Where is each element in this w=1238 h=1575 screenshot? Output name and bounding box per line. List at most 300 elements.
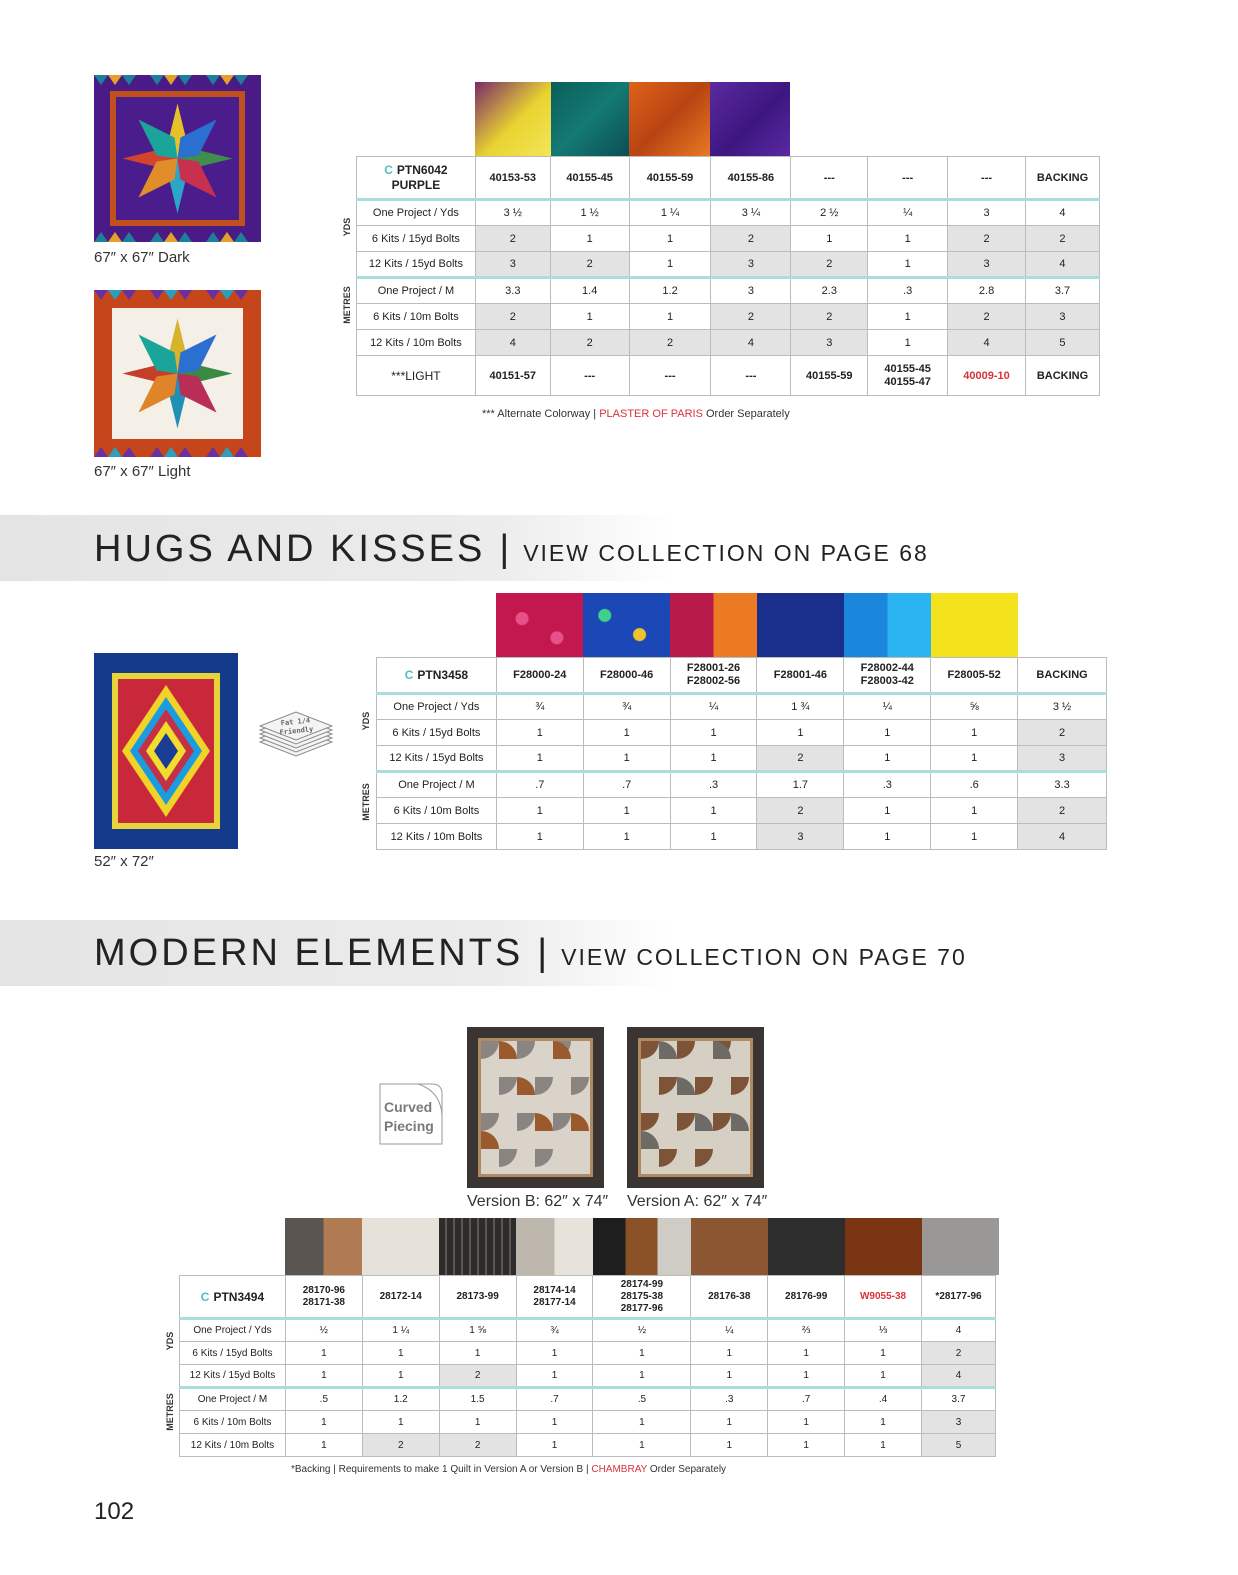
fabric-code: --- — [791, 157, 868, 200]
fabric-code: --- — [948, 157, 1026, 200]
table-cell: 1 ¼ — [629, 200, 711, 226]
row-label: 12 Kits / 15yd Bolts — [180, 1365, 286, 1388]
fabric-swatch — [844, 593, 931, 657]
side-label-yds: YDS — [361, 711, 371, 731]
fabric-code: 28172-14 — [362, 1276, 439, 1319]
fabric-code: BACKING — [1018, 658, 1107, 694]
fabric-code: --- — [711, 356, 791, 396]
table-cell: 2 — [791, 252, 868, 278]
hugs-quilt-caption: 52″ x 72″ — [94, 853, 154, 870]
fabric-code: 40155-59 — [629, 157, 711, 200]
table-cell: ⅝ — [931, 694, 1018, 720]
row-label: 12 Kits / 15yd Bolts — [357, 252, 476, 278]
brand-c-icon: C — [200, 1289, 210, 1304]
table-cell: 3 ¼ — [711, 200, 791, 226]
table-cell: 1 — [629, 304, 711, 330]
footnote-highlight: PLASTER OF PARIS — [599, 408, 703, 420]
table-cell: 3 — [1025, 304, 1099, 330]
fabric-code-line: 28170-96 — [302, 1284, 345, 1296]
table-cell: 1 — [550, 304, 629, 330]
table-cell: 5 — [1025, 330, 1099, 356]
fabric-code: BACKING — [1025, 157, 1099, 200]
fabric-swatch — [439, 1218, 516, 1275]
star-footnote — [482, 408, 790, 420]
table-cell: .3 — [868, 278, 948, 304]
table-cell: 1 — [844, 824, 931, 850]
table-cell: 3 — [475, 252, 550, 278]
table-cell: 4 — [1025, 252, 1099, 278]
table-cell: 1 — [516, 1342, 593, 1365]
curved-piecing-badge — [378, 1082, 444, 1146]
table-cell: ¾ — [516, 1319, 593, 1342]
table-row — [377, 772, 1107, 798]
alternate-colorway-label: ***LIGHT — [357, 356, 476, 396]
table-header-row — [377, 658, 1107, 694]
table-cell: 2 ½ — [791, 200, 868, 226]
table-cell: 1 — [362, 1342, 439, 1365]
table-cell: 1 — [439, 1411, 516, 1434]
table-cell: 1 — [757, 720, 844, 746]
badge-line: Friendly — [279, 725, 314, 737]
table-cell: ¼ — [868, 200, 948, 226]
table-cell: 2 — [922, 1342, 996, 1365]
table-cell: 1 — [691, 1434, 768, 1457]
table-cell: 1 — [516, 1434, 593, 1457]
fabric-code: F28005-52 — [931, 658, 1018, 694]
fabric-code: 40153-53 — [475, 157, 550, 200]
table-cell: 1 ¼ — [362, 1319, 439, 1342]
table-cell: 2 — [948, 304, 1026, 330]
table-cell: .5 — [593, 1388, 691, 1411]
table-cell: 4 — [922, 1319, 996, 1342]
table-cell: 1 — [516, 1365, 593, 1388]
fabric-code: 40151-57 — [475, 356, 550, 396]
table-cell: ¼ — [670, 694, 757, 720]
table-cell: 2 — [550, 330, 629, 356]
fat-quarter-badge — [256, 706, 336, 766]
table-cell: 1 — [691, 1342, 768, 1365]
table-cell: 1 — [516, 1411, 593, 1434]
table-cell: 1 — [439, 1342, 516, 1365]
table-cell: 1 — [931, 824, 1018, 850]
quilt-light-image — [94, 290, 261, 457]
fabric-code-line: F28001-26 — [686, 662, 741, 674]
table-row — [377, 798, 1107, 824]
row-label: 6 Kits / 10m Bolts — [180, 1411, 286, 1434]
fabric-code: 28176-99 — [768, 1276, 845, 1319]
table-cell: 3 — [711, 278, 791, 304]
curved-piecing-text — [384, 1098, 434, 1136]
fabric-swatch — [845, 1218, 922, 1275]
table-header-row — [357, 157, 1100, 200]
table-header-row — [180, 1276, 996, 1319]
table-cell: ¾ — [583, 694, 670, 720]
table-cell: 1 — [593, 1434, 691, 1457]
star-yardage-table — [356, 156, 1100, 396]
table-cell: 2 — [757, 746, 844, 772]
table-cell: 3.3 — [1018, 772, 1107, 798]
badge-line: Curved — [384, 1099, 433, 1115]
fabric-code: F28000-46 — [583, 658, 670, 694]
fabric-code-line: 28175-38 — [620, 1290, 664, 1302]
row-label: 6 Kits / 15yd Bolts — [377, 720, 497, 746]
side-label-metres: METRES — [361, 783, 371, 821]
table-cell: 1 — [691, 1365, 768, 1388]
table-cell: 2 — [550, 252, 629, 278]
fabric-swatch — [931, 593, 1018, 657]
fabric-swatch — [757, 593, 844, 657]
table-cell: 1.7 — [757, 772, 844, 798]
footnote-highlight: CHAMBRAY — [591, 1464, 648, 1475]
table-row — [180, 1342, 996, 1365]
section-divider: | — [537, 932, 548, 974]
table-cell: 1 — [670, 824, 757, 850]
table-cell: 2 — [439, 1434, 516, 1457]
table-cell: 1 — [931, 746, 1018, 772]
table-row — [180, 1319, 996, 1342]
fabric-swatch — [475, 82, 551, 156]
fabric-code-line: F28002-44 — [860, 662, 914, 674]
fabric-code-line: 28174-99 — [620, 1278, 664, 1290]
hugs-quilt-image — [94, 653, 238, 849]
table-cell: 4 — [711, 330, 791, 356]
table-cell: ½ — [593, 1319, 691, 1342]
row-label: 6 Kits / 15yd Bolts — [180, 1342, 286, 1365]
table-cell: 1 — [868, 330, 948, 356]
table-cell: 1.5 — [439, 1388, 516, 1411]
footnote-text: *** Alternate Colorway | — [482, 408, 600, 420]
table-cell: 3 — [948, 252, 1026, 278]
table-cell: 3 — [711, 252, 791, 278]
badge-line: Fat 1/4 — [280, 716, 311, 728]
table-cell: ¾ — [496, 694, 583, 720]
row-label: 6 Kits / 10m Bolts — [357, 304, 476, 330]
table-cell: 1 ⅝ — [439, 1319, 516, 1342]
brand-c-icon: C — [404, 668, 414, 682]
fabric-code-line: 28177-14 — [533, 1296, 576, 1308]
side-label-metres: METRES — [165, 1393, 175, 1431]
row-label: One Project / M — [357, 278, 476, 304]
table-cell: .7 — [768, 1388, 845, 1411]
table-cell: 1 — [844, 746, 931, 772]
fabric-swatch — [768, 1218, 845, 1275]
table-cell: 2 — [475, 304, 550, 330]
section-link[interactable]: VIEW COLLECTION ON PAGE 70 — [561, 944, 967, 970]
pattern-name — [377, 658, 497, 694]
table-cell: 1 — [844, 798, 931, 824]
fabric-code: F28001-46 — [757, 658, 844, 694]
table-cell: 1 — [768, 1411, 845, 1434]
row-label: One Project / M — [180, 1388, 286, 1411]
side-label-yds: YDS — [342, 217, 352, 237]
row-label: 12 Kits / 10m Bolts — [377, 824, 497, 850]
table-row — [357, 200, 1100, 226]
table-cell: 3 — [791, 330, 868, 356]
table-cell: 1 — [868, 252, 948, 278]
table-cell: 3 ½ — [1018, 694, 1107, 720]
table-cell: .3 — [844, 772, 931, 798]
table-cell: 3.7 — [922, 1388, 996, 1411]
table-cell: 3 — [948, 200, 1026, 226]
table-cell: 1 ¾ — [757, 694, 844, 720]
table-cell: ½ — [285, 1319, 362, 1342]
table-row — [180, 1411, 996, 1434]
table-cell: 2 — [1018, 720, 1107, 746]
table-cell: 1 — [845, 1365, 922, 1388]
table-cell: 1 — [768, 1365, 845, 1388]
version-a-caption: Version A: 62″ x 74″ — [627, 1193, 768, 1210]
table-cell: 4 — [475, 330, 550, 356]
table-cell: 1 — [768, 1342, 845, 1365]
pattern-colorway: PURPLE — [391, 177, 441, 192]
fabric-code: --- — [629, 356, 711, 396]
table-cell: 1 — [845, 1342, 922, 1365]
table-cell: 1 — [629, 226, 711, 252]
table-cell: 2 — [629, 330, 711, 356]
table-cell: 1.2 — [362, 1388, 439, 1411]
table-cell: .3 — [670, 772, 757, 798]
table-cell: 1 — [593, 1411, 691, 1434]
table-cell: .6 — [931, 772, 1018, 798]
fabric-code: W9055-38 — [845, 1276, 922, 1319]
section-heading — [94, 528, 929, 571]
table-row — [377, 746, 1107, 772]
table-cell: 2 — [711, 304, 791, 330]
table-row — [357, 252, 1100, 278]
fabric-swatch — [670, 593, 757, 657]
table-cell: 1 — [868, 304, 948, 330]
fabric-swatch — [362, 1218, 439, 1275]
table-cell: 1 — [285, 1365, 362, 1388]
table-cell: 2 — [948, 226, 1026, 252]
table-cell: 3 ½ — [475, 200, 550, 226]
star-swatch-row — [475, 82, 790, 156]
fabric-swatch — [583, 593, 670, 657]
row-label: 12 Kits / 10m Bolts — [180, 1434, 286, 1457]
table-cell: 1 — [691, 1411, 768, 1434]
fabric-code: 28173-99 — [439, 1276, 516, 1319]
section-link[interactable]: VIEW COLLECTION ON PAGE 68 — [523, 540, 929, 566]
table-cell: 1.4 — [550, 278, 629, 304]
table-cell: 4 — [1018, 824, 1107, 850]
fabric-code-line: F28002-56 — [686, 675, 741, 687]
section-title: MODERN ELEMENTS — [94, 932, 524, 974]
fabric-swatch — [691, 1218, 768, 1275]
row-label: One Project / M — [377, 772, 497, 798]
table-cell: 2 — [1025, 226, 1099, 252]
alternate-colorway-row — [357, 356, 1100, 396]
table-cell: 2 — [1018, 798, 1107, 824]
table-row — [180, 1434, 996, 1457]
table-cell: 1 — [593, 1365, 691, 1388]
version-a-quilt-image — [627, 1027, 764, 1188]
fabric-code — [844, 658, 931, 694]
fabric-code-line: 28177-96 — [620, 1302, 664, 1314]
table-cell: 1 — [583, 746, 670, 772]
fabric-code — [670, 658, 757, 694]
brand-c-icon: C — [384, 162, 393, 177]
row-label: One Project / Yds — [357, 200, 476, 226]
table-cell: 1.2 — [629, 278, 711, 304]
table-cell: 1 — [931, 798, 1018, 824]
table-cell: 1 — [583, 798, 670, 824]
table-cell: 4 — [922, 1365, 996, 1388]
table-cell: 4 — [948, 330, 1026, 356]
table-cell: 1 — [629, 252, 711, 278]
table-cell: 5 — [922, 1434, 996, 1457]
table-cell: .3 — [691, 1388, 768, 1411]
fabric-swatch — [593, 1218, 691, 1275]
table-cell: ¼ — [691, 1319, 768, 1342]
table-cell: 2 — [711, 226, 791, 252]
table-cell: .7 — [583, 772, 670, 798]
pattern-code: PTN3458 — [417, 668, 469, 682]
table-cell: 2.8 — [948, 278, 1026, 304]
row-label: One Project / Yds — [377, 694, 497, 720]
table-row — [377, 824, 1107, 850]
quilt-dark-image — [94, 75, 261, 242]
page-number: 102 — [94, 1498, 135, 1525]
table-cell: 1 — [583, 824, 670, 850]
table-cell: 1 ½ — [550, 200, 629, 226]
table-cell: 1 — [496, 746, 583, 772]
table-cell: 3.3 — [475, 278, 550, 304]
table-cell: 2 — [362, 1434, 439, 1457]
side-label-yds: YDS — [165, 1331, 175, 1351]
table-cell: 1 — [844, 720, 931, 746]
table-cell: 1 — [593, 1342, 691, 1365]
row-label: 6 Kits / 15yd Bolts — [357, 226, 476, 252]
table-cell: 1 — [931, 720, 1018, 746]
fabric-code-line: 28174-14 — [533, 1284, 576, 1296]
pattern-code: PTN6042 — [396, 162, 448, 177]
fabric-code: --- — [550, 356, 629, 396]
table-cell: 1 — [285, 1434, 362, 1457]
fabric-code-line: F28003-42 — [860, 675, 914, 687]
table-cell: 1 — [550, 226, 629, 252]
footnote-text: *Backing | Requirements to make 1 Quilt in Version A or Version B | — [291, 1464, 592, 1475]
pattern-name — [357, 157, 476, 200]
modern-yardage-table — [179, 1275, 996, 1457]
version-b-caption: Version B: 62″ x 74″ — [467, 1193, 609, 1210]
table-cell: 1 — [845, 1434, 922, 1457]
fabric-swatch — [551, 82, 629, 156]
row-label: 12 Kits / 15yd Bolts — [377, 746, 497, 772]
table-cell: 1 — [768, 1434, 845, 1457]
fabric-swatch — [516, 1218, 593, 1275]
table-cell: .4 — [845, 1388, 922, 1411]
fabric-code: --- — [868, 157, 948, 200]
fabric-code-line: 40155-45 — [884, 362, 931, 375]
table-cell: 3.7 — [1025, 278, 1099, 304]
section-divider: | — [499, 528, 510, 570]
table-cell: 1 — [868, 226, 948, 252]
fabric-code — [593, 1276, 691, 1319]
table-row — [180, 1365, 996, 1388]
fabric-code — [516, 1276, 593, 1319]
fabric-code — [868, 356, 948, 396]
table-cell: 1 — [362, 1411, 439, 1434]
fabric-swatch — [629, 82, 710, 156]
fabric-code: 40155-45 — [550, 157, 629, 200]
fabric-swatch — [922, 1218, 999, 1275]
fabric-swatch — [710, 82, 790, 156]
fabric-swatch — [285, 1218, 362, 1275]
table-cell: 3 — [1018, 746, 1107, 772]
modern-footnote — [291, 1464, 726, 1475]
table-cell: 2 — [791, 304, 868, 330]
table-cell: 3 — [922, 1411, 996, 1434]
table-cell: 1 — [845, 1411, 922, 1434]
fabric-code-line: 28171-38 — [302, 1296, 345, 1308]
table-cell: .5 — [285, 1388, 362, 1411]
quilt-light-caption: 67″ x 67″ Light — [94, 463, 191, 480]
row-label: 6 Kits / 10m Bolts — [377, 798, 497, 824]
modern-swatch-row — [285, 1218, 999, 1275]
table-cell: 1 — [670, 720, 757, 746]
fabric-code: 40155-59 — [791, 356, 868, 396]
row-label: 12 Kits / 10m Bolts — [357, 330, 476, 356]
table-row — [377, 720, 1107, 746]
table-cell: 1 — [496, 798, 583, 824]
table-cell: 4 — [1025, 200, 1099, 226]
table-cell: 1 — [583, 720, 670, 746]
table-cell: 1 — [670, 798, 757, 824]
hugs-swatch-row — [496, 593, 1018, 657]
side-label-metres: METRES — [342, 286, 352, 324]
table-row — [180, 1388, 996, 1411]
section-heading — [94, 932, 967, 975]
hugs-yardage-table — [376, 657, 1107, 850]
pattern-code: PTN3494 — [213, 1289, 265, 1304]
table-cell: 2 — [439, 1365, 516, 1388]
table-cell: 2 — [757, 798, 844, 824]
fabric-code: F28000-24 — [496, 658, 583, 694]
pattern-name — [180, 1276, 286, 1319]
table-cell: 1 — [791, 226, 868, 252]
table-cell: 3 — [757, 824, 844, 850]
section-title: HUGS AND KISSES — [94, 528, 486, 570]
fabric-swatch — [496, 593, 583, 657]
fabric-code — [285, 1276, 362, 1319]
fabric-code-line: 40155-47 — [884, 375, 931, 388]
table-cell: 1 — [496, 720, 583, 746]
table-cell: .7 — [496, 772, 583, 798]
table-cell: 1 — [285, 1342, 362, 1365]
table-row — [357, 304, 1100, 330]
quilt-dark-caption: 67″ x 67″ Dark — [94, 249, 190, 266]
table-cell: 2.3 — [791, 278, 868, 304]
row-label: One Project / Yds — [180, 1319, 286, 1342]
fabric-code: *28177-96 — [922, 1276, 996, 1319]
badge-line: Piecing — [384, 1118, 434, 1134]
table-cell: .7 — [516, 1388, 593, 1411]
table-row — [377, 694, 1107, 720]
table-cell: 1 — [362, 1365, 439, 1388]
fabric-code: 40009-10 — [948, 356, 1026, 396]
fabric-code: 40155-86 — [711, 157, 791, 200]
footnote-text: Order Separately — [702, 408, 790, 420]
table-cell: 1 — [285, 1411, 362, 1434]
table-row — [357, 278, 1100, 304]
table-cell: 1 — [496, 824, 583, 850]
table-cell: ⅓ — [845, 1319, 922, 1342]
fabric-code: 28176-38 — [691, 1276, 768, 1319]
table-cell: ⅔ — [768, 1319, 845, 1342]
table-row — [357, 226, 1100, 252]
version-b-quilt-image — [467, 1027, 604, 1188]
table-row — [357, 330, 1100, 356]
